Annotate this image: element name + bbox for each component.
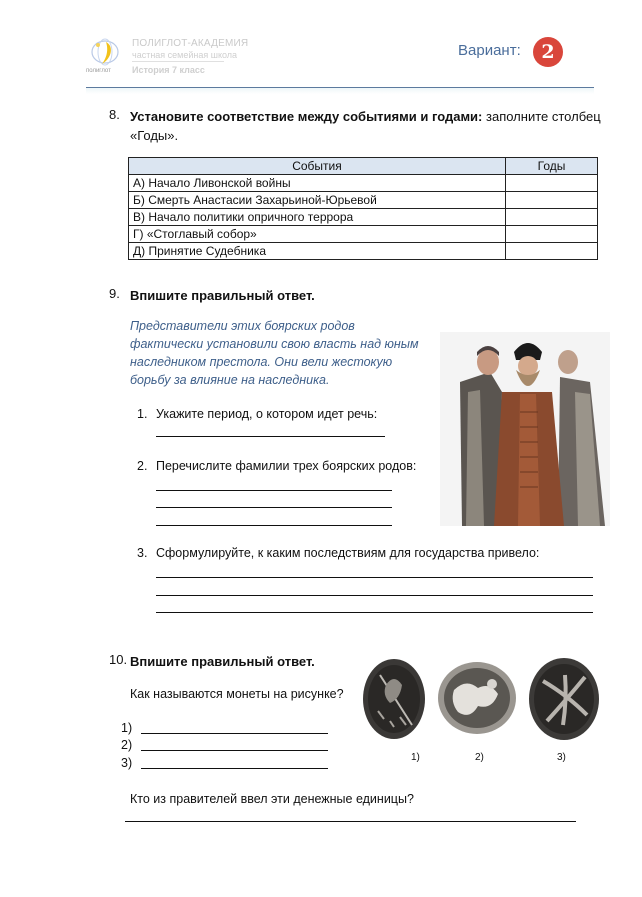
event-cell: В) Начало политики опричного террора [129, 209, 506, 226]
table-row [129, 175, 598, 192]
answer-line[interactable] [156, 507, 392, 508]
table-row [129, 192, 598, 209]
boyars-image [440, 332, 610, 526]
event-cell: Д) Принятие Судебника [129, 243, 506, 260]
q8-bold-text: Установите соответствие между событиями и годами: [130, 109, 483, 124]
answer-line[interactable] [141, 733, 328, 734]
q9-sub1-text: Укажите период, о котором идет речь: [156, 407, 378, 421]
answer-line[interactable] [156, 577, 593, 578]
year-cell[interactable] [506, 192, 598, 209]
events-table [128, 157, 598, 260]
event-cell: Б) Смерть Анастасии Захарьиной-Юрьевой [129, 192, 506, 209]
table-row [129, 243, 598, 260]
variant-label: Вариант: [458, 42, 521, 59]
coin-label: 3) [557, 752, 566, 763]
event-cell: А) Начало Ливонской войны [129, 175, 506, 192]
q10-title: Впишите правильный ответ. [130, 654, 315, 669]
q9-sub3-text: Сформулируйте, к каким последствиям для государства привело: [156, 546, 540, 560]
year-cell[interactable] [506, 175, 598, 192]
q9-sub2-number: 2. [137, 459, 148, 473]
answer-line[interactable] [141, 750, 328, 751]
brand-subtitle: частная семейная школа [132, 50, 238, 60]
q9-sub1-number: 1. [137, 407, 148, 421]
header-shadow [86, 88, 594, 94]
q8-number: 8. [109, 107, 120, 122]
table-row [129, 226, 598, 243]
q9-title: Впишите правильный ответ. [130, 288, 315, 303]
answer-line[interactable] [156, 490, 392, 491]
q9-number: 9. [109, 286, 120, 301]
q10-number: 10. [109, 652, 128, 667]
coin-label: 2) [475, 752, 484, 763]
coin-2-image [436, 660, 518, 736]
q9-sub3-number: 3. [137, 546, 148, 560]
coin-icon [436, 660, 518, 736]
q8-line2: «Годы». [130, 128, 179, 143]
q9-description: Представители этих боярских родов фактически установили свою власть над юным наследником престола. Они вели жестокую борьбу за влияние на наследника. [130, 319, 419, 387]
answer-line[interactable] [156, 525, 392, 526]
answer-line[interactable] [125, 821, 576, 822]
answer-line[interactable] [156, 436, 385, 437]
table-header-row [129, 158, 598, 175]
brand-name: ПОЛИГЛОТ-АКАДЕМИЯ [132, 38, 249, 49]
table-row [129, 209, 598, 226]
answer-label: 2) [121, 738, 133, 752]
header-years: Годы [506, 158, 598, 175]
header-events: События [129, 158, 506, 175]
q9-sub2-text: Перечислите фамилии трех боярских родов: [156, 459, 417, 473]
event-cell: Г) «Стоглавый собор» [129, 226, 506, 243]
coin-icon [360, 655, 428, 743]
variant-badge: 2 [533, 37, 563, 67]
answer-line[interactable] [156, 595, 593, 596]
answer-label: 1) [121, 721, 133, 735]
coin-3-image [527, 655, 601, 743]
answer-line[interactable] [156, 612, 593, 613]
year-cell[interactable] [506, 243, 598, 260]
brand-divider [132, 61, 224, 62]
coin-label: 1) [411, 752, 420, 763]
q8-rest-text: заполните столбец [482, 109, 601, 124]
school-logo [86, 36, 124, 78]
answer-label: 3) [121, 756, 133, 770]
coin-1-image [360, 655, 428, 743]
logo-caption: полиглот [86, 68, 111, 74]
year-cell[interactable] [506, 209, 598, 226]
boyars-illustration-icon [440, 332, 610, 526]
year-cell[interactable] [506, 226, 598, 243]
coin-icon [527, 655, 601, 743]
course-name: История 7 класс [132, 65, 205, 75]
q10-question: Как называются монеты на рисунке? [130, 687, 344, 701]
q8-prompt [130, 107, 610, 145]
answer-line[interactable] [141, 768, 328, 769]
q10-question2: Кто из правителей ввел эти денежные единицы? [130, 792, 414, 806]
